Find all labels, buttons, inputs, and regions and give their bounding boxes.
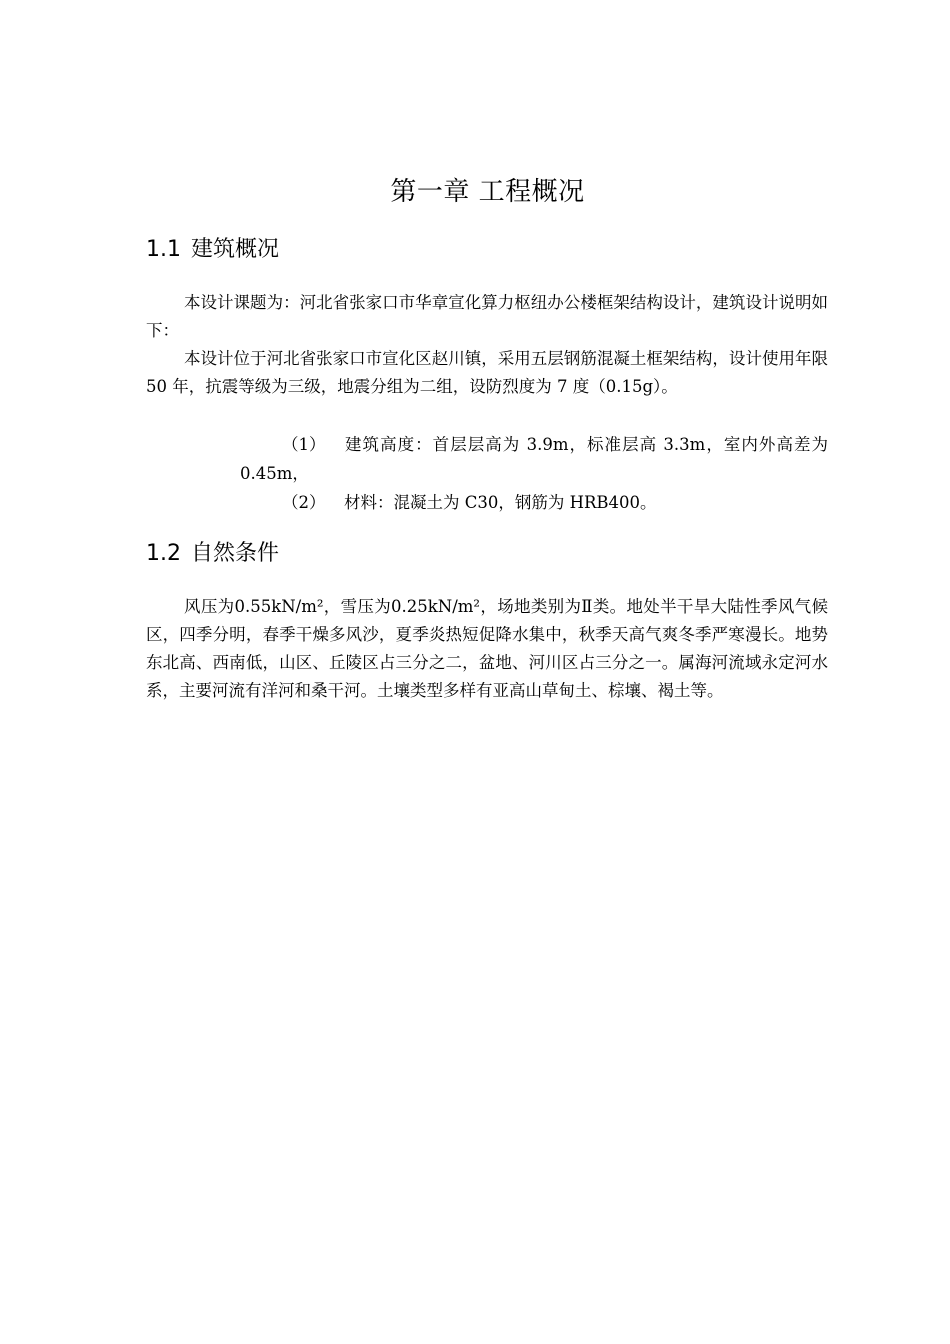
paragraph-natural-conditions: 风压为0.55kN/m²，雪压为0.25kN/m²，场地类别为Ⅱ类。地处半干旱大陆性季风气候区，四季分明，春季干燥多风沙，夏季炎热短促降水集中，秋季天高气爽冬季严寒漫长。地势东北高、西南低，山区、丘陵区占三分之二，盆地、河川区占三分之一。属海河流域永定河水系，主要河流有洋河和桑干河。土壤类型多样有亚高山草甸土、棕壤、褐土等。	[146, 597, 828, 700]
chapter-title: 第一章 工程概况	[390, 177, 585, 207]
list-marker: （1）	[282, 435, 326, 454]
paragraph-location: 本设计位于河北省张家口市宣化区赵川镇，采用五层钢筋混凝土框架结构，设计使用年限 50 年，抗震等级为三级，地震分组为二组，设防烈度为 7 度（0.15g）。	[146, 349, 828, 396]
section-title: 自然条件	[191, 541, 280, 566]
list-text: 材料：混凝土为 C30，钢筋为 HRB400。	[344, 493, 657, 512]
paragraph-topic: 本设计课题为：河北省张家口市华章宣化算力枢纽办公楼框架结构设计，建筑设计说明如下：	[146, 293, 828, 340]
list-item-height	[240, 430, 828, 488]
list-marker: （2）	[282, 493, 326, 512]
section-number: 1.1	[146, 237, 181, 262]
section-number: 1.2	[146, 541, 181, 566]
list-item-material	[240, 488, 828, 517]
section-heading-1-1	[146, 234, 279, 266]
section-title: 建筑概况	[191, 237, 280, 262]
section-heading-1-2	[146, 538, 279, 570]
list-text: 建筑高度：首层层高为 3.9m，标准层高 3.3m，室内外高差为 0.45m，	[240, 435, 828, 483]
